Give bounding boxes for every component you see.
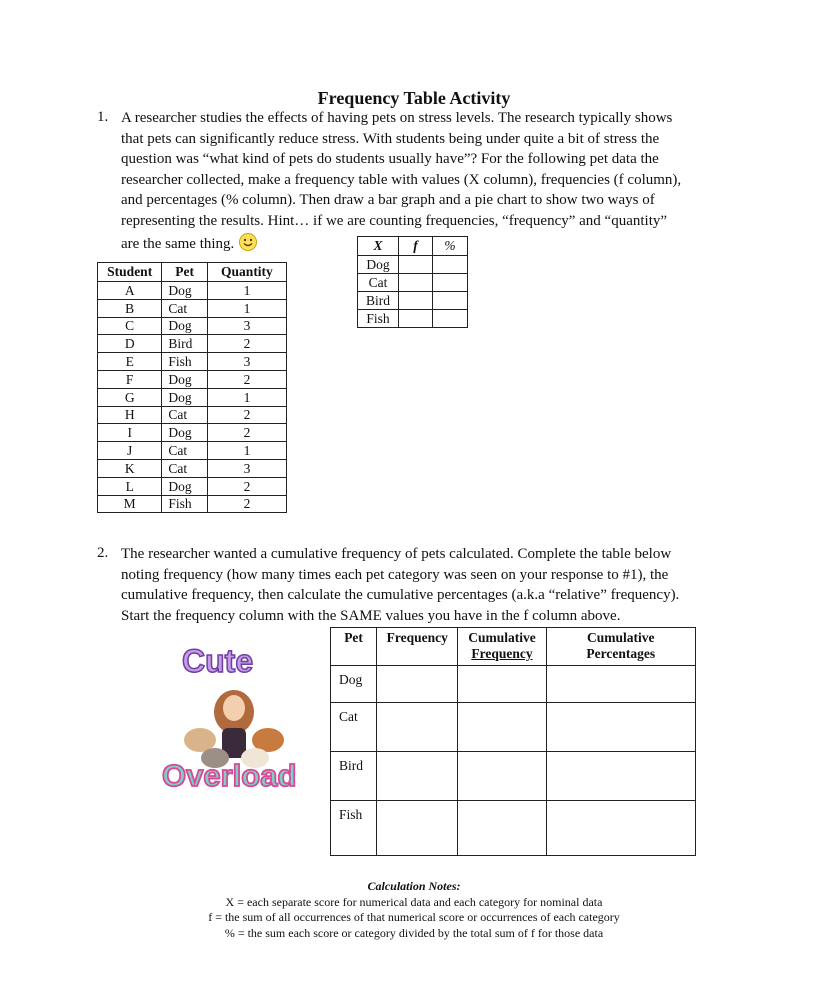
answer-cell[interactable]: [546, 703, 695, 752]
answer-cell[interactable]: [399, 292, 433, 310]
table-row: Fish: [358, 310, 468, 328]
table-row: M Fish 2: [98, 495, 287, 513]
answer-cell[interactable]: [377, 801, 458, 856]
answer-cell[interactable]: [458, 752, 546, 801]
table-row: Fish: [331, 801, 696, 856]
answer-cell[interactable]: [433, 256, 468, 274]
header-cumulative-percentages: Cumulative Percentages: [546, 628, 695, 666]
q1-line: representing the results. Hint… if we are counting frequencies, “frequency” and “quantity”: [121, 212, 668, 229]
answer-cell[interactable]: [433, 292, 468, 310]
header-frequency: Frequency: [377, 628, 458, 666]
table-row: K Cat 3: [98, 459, 287, 477]
answer-cell[interactable]: [458, 801, 546, 856]
header-cumulative-frequency: Cumulative Frequency: [458, 628, 546, 666]
header-quantity: Quantity: [207, 263, 286, 282]
q1-line: that pets can significantly reduce stress. With students being under quite a bit of stress the: [121, 130, 660, 147]
table-row: Dog: [331, 666, 696, 703]
table-row: H Cat 2: [98, 406, 287, 424]
frequency-table: [357, 236, 468, 328]
table-row: C Dog 3: [98, 317, 287, 335]
answer-cell[interactable]: [458, 666, 546, 703]
notes-line: % = the sum each score or category divided by the total sum of f for those data: [224, 925, 604, 940]
q2-line: The researcher wanted a cumulative frequency of pets calculated. Complete the table below: [121, 546, 672, 562]
answer-cell[interactable]: [458, 703, 546, 752]
q2-line: noting frequency (how many times each pet category was seen on your response to #1), the: [121, 566, 669, 583]
answer-cell[interactable]: [433, 274, 468, 292]
header-pet: Pet: [162, 263, 208, 282]
answer-cell[interactable]: [377, 666, 458, 703]
notes-title: Calculation Notes:: [367, 879, 461, 893]
table-row: F Dog 2: [98, 370, 287, 388]
q1-line: are the same thing.: [121, 232, 681, 259]
header-pet: Pet: [331, 628, 377, 666]
notes-line: f = the sum of all occurrences of that numerical score or occurrences of each category: [208, 910, 620, 924]
answer-cell[interactable]: [377, 752, 458, 801]
table-row: Bird: [331, 752, 696, 801]
question-2-number: 2.: [97, 545, 109, 561]
table-row: I Dog 2: [98, 424, 287, 442]
calculation-notes: [0, 879, 828, 941]
header-f: f: [399, 237, 433, 256]
answer-cell[interactable]: [399, 256, 433, 274]
question-1-number: 1.: [97, 109, 109, 125]
table-row: A Dog 1: [98, 282, 287, 300]
table-row: Bird: [358, 292, 468, 310]
answer-cell[interactable]: [399, 274, 433, 292]
logo-top-word: Cute: [182, 643, 254, 679]
answer-cell[interactable]: [433, 310, 468, 328]
page-title: Frequency Table Activity: [317, 88, 511, 108]
header-x: X: [358, 237, 399, 256]
header-percent: %: [433, 237, 468, 256]
q1-line: A researcher studies the effects of having pets on stress levels. The research typically shows: [121, 110, 673, 126]
answer-cell[interactable]: [546, 666, 695, 703]
table-row: G Dog 1: [98, 388, 287, 406]
smiley-icon: [238, 232, 258, 259]
cute-overload-logo: [160, 640, 310, 800]
answer-cell[interactable]: [377, 703, 458, 752]
cumulative-frequency-table: [330, 627, 696, 856]
answer-cell[interactable]: [399, 310, 433, 328]
table-row: D Bird 2: [98, 335, 287, 353]
answer-cell[interactable]: [546, 801, 695, 856]
q1-line: question was “what kind of pets do students usually have”? For the following pet data the: [121, 151, 659, 168]
answer-cell[interactable]: [546, 752, 695, 801]
table-row: E Fish 3: [98, 353, 287, 371]
table-row: L Dog 2: [98, 477, 287, 495]
header-student: Student: [98, 263, 162, 282]
table-row: Cat: [358, 274, 468, 292]
q2-line: Start the frequency column with the SAME values you have in the f column above.: [121, 607, 621, 624]
logo-bottom-word: Overload: [162, 758, 297, 793]
table-row: Dog: [358, 256, 468, 274]
table-row: J Cat 1: [98, 442, 287, 460]
q1-line: and percentages (% column). Then draw a bar graph and a pie chart to show two ways of: [121, 192, 655, 209]
q2-line: cumulative frequency, then calculate the cumulative percentages (a.k.a “relative” frequency).: [121, 587, 680, 604]
table-row: Cat: [331, 703, 696, 752]
question-2-text: [121, 544, 679, 626]
notes-line: X = each separate score for numerical data and each category for nominal data: [225, 894, 603, 909]
table-row: B Cat 1: [98, 299, 287, 317]
pet-data-table: [97, 262, 287, 513]
q1-line: researcher collected, make a frequency table with values (X column), frequencies (f column),: [121, 171, 682, 188]
